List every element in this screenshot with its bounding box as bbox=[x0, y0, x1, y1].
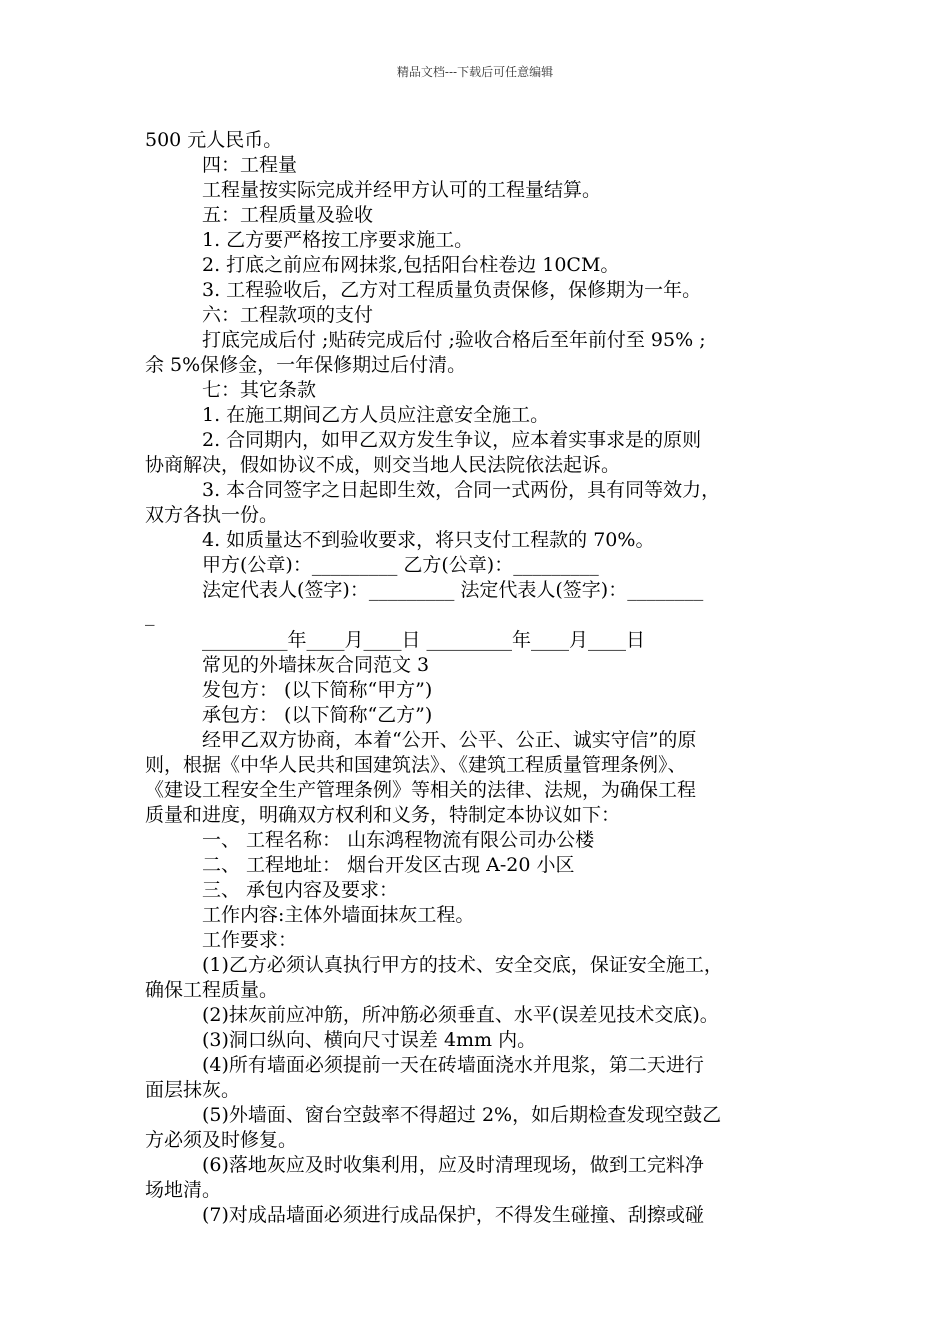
text-line: _ bbox=[145, 604, 155, 626]
list-item: (3)洞口纵向、横向尺寸误差 4mm 内。 bbox=[202, 1029, 537, 1051]
section-heading: 四：工程量 bbox=[202, 154, 298, 176]
list-item: (7)对成品墙面必须进行成品保护，不得发生碰撞、刮擦或碰 bbox=[202, 1204, 704, 1226]
text-line: 则，根据《中华人民共和国建筑法》、《建筑工程质量管理条例》、 bbox=[145, 754, 687, 776]
list-item: 三、 承包内容及要求： bbox=[202, 879, 399, 901]
party-line: 承包方： (以下简称“乙方”) bbox=[202, 704, 433, 726]
text-line: 确保工程质量。 bbox=[145, 979, 279, 1001]
signature-line: 法定代表人(签字)：_________ 法定代表人(签字)：________ bbox=[202, 579, 704, 601]
list-item: 1. 在施工期间乙方人员应注意安全施工。 bbox=[202, 404, 550, 426]
list-item: 3. 本合同签字之日起即生效，合同一式两份，具有同等效力， bbox=[202, 479, 721, 501]
date-line: _________年____月____日 _________年____月____日 bbox=[202, 629, 646, 651]
list-item: (2)抹灰前应冲筋，所冲筋必须垂直、水平(误差见技术交底)。 bbox=[202, 1004, 719, 1026]
list-item: (6)落地灰应及时收集利用，应及时清理现场，做到工完料净 bbox=[202, 1154, 704, 1176]
text-line: 经甲乙双方协商，本着“公开、公平、公正、诚实守信”的原 bbox=[202, 729, 697, 751]
signature-line: 甲方(公章)：_________ 乙方(公章)：_________ bbox=[202, 554, 599, 576]
list-item: 2. 打底之前应布网抹浆,包括阳台柱卷边 10CM。 bbox=[202, 254, 620, 276]
text-line: 余 5%保修金，一年保修期过后付清。 bbox=[145, 354, 467, 376]
text-line: 场地清。 bbox=[145, 1179, 222, 1201]
list-item: 2. 合同期内，如甲乙双方发生争议，应本着实事求是的原则 bbox=[202, 429, 702, 451]
list-item: (4)所有墙面必须提前一天在砖墙面浇水并甩浆，第二天进行 bbox=[202, 1054, 704, 1076]
list-item: (5)外墙面、窗台空鼓率不得超过 2%，如后期检查发现空鼓乙 bbox=[202, 1104, 722, 1126]
text-line: 《建设工程安全生产管理条例》等相关的法律、法规，为确保工程 bbox=[145, 779, 697, 801]
list-item: 二、 工程地址： 烟台开发区古现 A-20 小区 bbox=[202, 854, 575, 876]
text-line: 500 元人民币。 bbox=[145, 129, 283, 151]
text-line: 协商解决，假如协议不成，则交当地人民法院依法起诉。 bbox=[145, 454, 621, 476]
list-item: 3. 工程验收后，乙方对工程质量负责保修，保修期为一年。 bbox=[202, 279, 702, 301]
text-line: 工作要求： bbox=[202, 929, 298, 951]
text-line: 双方各执一份。 bbox=[145, 504, 279, 526]
list-item: 4. 如质量达不到验收要求，将只支付工程款的 70%。 bbox=[202, 529, 655, 551]
list-item: 1. 乙方要严格按工序要求施工。 bbox=[202, 229, 474, 251]
text-line: 工程量按实际完成并经甲方认可的工程量结算。 bbox=[202, 179, 602, 201]
section-heading: 七：其它条款 bbox=[202, 379, 317, 401]
list-item: 一、 工程名称： 山东鸿程物流有限公司办公楼 bbox=[202, 829, 595, 851]
section-heading: 六：工程款项的支付 bbox=[202, 304, 374, 326]
section-title: 常见的外墙抹灰合同范文 3 bbox=[202, 654, 430, 676]
text-line: 工作内容:主体外墙面抹灰工程。 bbox=[202, 904, 475, 926]
text-line: 方必须及时修复。 bbox=[145, 1129, 298, 1151]
list-item: (1)乙方必须认真执行甲方的技术、安全交底，保证安全施工， bbox=[202, 954, 723, 976]
section-heading: 五：工程质量及验收 bbox=[202, 204, 374, 226]
page-header: 精品文档---下载后可任意编辑 bbox=[396, 65, 554, 79]
document-body bbox=[145, 128, 815, 1228]
party-line: 发包方： (以下简称“甲方”) bbox=[202, 679, 433, 701]
text-line: 打底完成后付 ;贴砖完成后付 ;验收合格后至年前付至 95% ; bbox=[202, 329, 706, 351]
text-line: 质量和进度，明确双方权利和义务，特制定本协议如下： bbox=[145, 804, 621, 826]
text-line: 面层抹灰。 bbox=[145, 1079, 241, 1101]
